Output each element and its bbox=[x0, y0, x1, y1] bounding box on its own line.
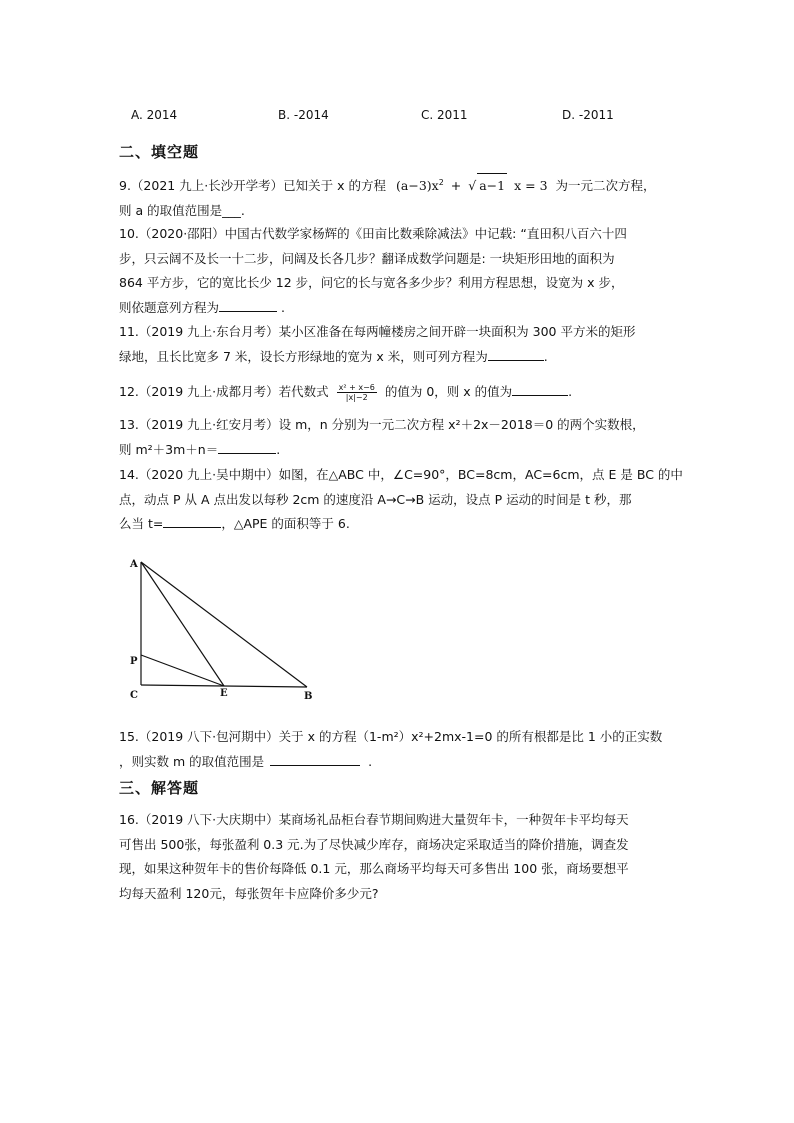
q9-eq-left: (a−3)x bbox=[396, 178, 439, 194]
q12-suffix: 的值为 0，则 x 的值为 bbox=[384, 384, 513, 399]
q10-line1: 10.（2020·邵阳）中国古代数学家杨辉的《田亩比数乘除减法》中记载: “直田积八百六十四 bbox=[119, 226, 627, 241]
q14-line3-pre: 么当 t= bbox=[119, 516, 164, 531]
label-e: E bbox=[220, 688, 228, 699]
q12-fraction bbox=[337, 383, 377, 402]
label-c: C bbox=[130, 690, 138, 701]
choice-d: D. -2011 bbox=[562, 108, 614, 122]
q14-line3-post: ，△APE 的面积等于 6. bbox=[221, 516, 350, 531]
q13-line1: 13.（2019 九上·红安月考）设 m，n 分别为一元二次方程 x²＋2x－2018＝0 的两个实数根， bbox=[119, 417, 645, 432]
q16-line4: 均每天盈利 120元，每张贺年卡应降价多少元? bbox=[119, 885, 379, 901]
label-b: B bbox=[304, 691, 313, 702]
q12-denominator: |x|−2 bbox=[345, 393, 368, 402]
question-13: 13.（2019 九上·红安月考）设 m，n 分别为一元二次方程 x²＋2x－2018＝0 的两个实数根， 则 m²＋3m＋n＝ . bbox=[119, 413, 679, 462]
q16-line1: 16.（2019 八下·大庆期中）某商场礼品柜台春节期间购进大量贺年卡，一种贺年卡平均每天 bbox=[119, 812, 629, 827]
q12-numerator: x² + x−6 bbox=[338, 383, 375, 392]
question-11: 11.（2019 九上·东台月考）某小区准备在每两幢楼房之间开辟一块面积为 300 平方米的矩形 绿地，且长比宽多 7 米，设长方形绿地的宽为 x 米，则可列方程为 . bbox=[119, 320, 679, 369]
q11-line2: 绿地，且长比宽多 7 米，设长方形绿地的宽为 x 米，则可列方程为 bbox=[119, 348, 488, 364]
segment-ab bbox=[141, 562, 307, 687]
answer-blank bbox=[488, 346, 544, 361]
q12-prefix: 12.（2019 九上·成都月考）若代数式 bbox=[119, 384, 329, 399]
q9-eq-right: x = 3 bbox=[514, 178, 548, 194]
choice-c: C. 2011 bbox=[421, 108, 468, 122]
q16-line2: 可售出 500张，每张盈利 0.3 元.为了尽快减少库存，商场决定采取适当的降价措施，调查发 bbox=[119, 836, 629, 852]
q9-sqrt-arg: a−1 bbox=[477, 173, 507, 199]
q11-line1: 11.（2019 九上·东台月考）某小区准备在每两幢楼房之间开辟一块面积为 300 平方米的矩形 bbox=[119, 324, 636, 339]
label-p: P bbox=[130, 656, 138, 667]
question-15: 15.（2019 八下·包河期中）关于 x 的方程（1-m²）x²+2mx-1=0 的所有根都是比 1 小的正实数 ，则实数 m 的取值范围是 . bbox=[119, 725, 679, 774]
choice-a: A. 2014 bbox=[131, 108, 178, 122]
answer-blank bbox=[163, 513, 221, 528]
triangle-figure bbox=[124, 552, 324, 702]
answer-choices bbox=[131, 108, 691, 128]
question-14 bbox=[119, 463, 683, 537]
answer-blank bbox=[270, 751, 360, 766]
q15-line2: ，则实数 m 的取值范围是 bbox=[119, 753, 265, 769]
question-12: 12.（2019 九上·成都月考）若代数式 $\frac{\text{x² + x−6}}{|x|-2}$ 的值为 0，则 x 的值为 . bbox=[119, 383, 573, 402]
answer-blank bbox=[218, 439, 276, 454]
q9-prefix: 9.（2021 九上·长沙开学考）已知关于 x 的方程 bbox=[119, 178, 387, 194]
q9-exp: 2 bbox=[438, 178, 444, 187]
section-title-solve: 三、解答题 bbox=[119, 779, 200, 797]
q10-line4: 则依题意列方程为 bbox=[119, 299, 220, 315]
answer-blank bbox=[512, 381, 568, 396]
q9-line2: 则 a 的取值范围是___. bbox=[119, 202, 245, 218]
answer-blank bbox=[219, 297, 277, 312]
question-10: 10.（2020·邵阳）中国古代数学家杨辉的《田亩比数乘除减法》中记载: “直田积八百六十四 步，只云阔不及长一十二步，问阔及长各几步？翻译成数学问题是: 一块矩形田地的面积为 864 平方步，它的宽比长少 12 步，问它的长与宽各多少步？利用方程思想，设宽为 x 步， 则依题意列方程为 . bbox=[119, 222, 679, 320]
label-a: A bbox=[130, 559, 138, 570]
q9-plus: + bbox=[450, 178, 462, 194]
section-title-fill-in: 二、填空题 bbox=[119, 143, 200, 161]
segment-ae bbox=[141, 562, 224, 686]
q16-line3: 现，如果这种贺年卡的售价每降低 0.1 元，那么商场平均每天可多售出 100 张，商场要想平 bbox=[119, 861, 629, 876]
choice-b: B. -2014 bbox=[278, 108, 329, 122]
q10-line3: 864 平方步，它的宽比长少 12 步，问它的长与宽各多少步？利用方程思想，设宽为 x 步， bbox=[119, 275, 624, 290]
question-9: 9.（2021 九上·长沙开学考）已知关于 x 的方程 $(a-3)x^2$ + √ a−1 x = 3 为一元二次方程， 则 a 的取值范围是___. bbox=[119, 171, 679, 223]
q15-line1: 15.（2019 八下·包河期中）关于 x 的方程（1-m²）x²+2mx-1=0 的所有根都是比 1 小的正实数 bbox=[119, 729, 663, 744]
q14-line1: 14.（2020 九上·吴中期中）如图，在△ABC 中，∠C=90°，BC=8cm，AC=6cm，点 E 是 BC 的中 bbox=[119, 467, 683, 482]
q14-line2: 点，动点 P 从 A 点出发以每秒 2cm 的速度沿 A→C→B 运动，设点 P 运动的时间是 t 秒，那 bbox=[119, 491, 632, 507]
q10-line2: 步，只云阔不及长一十二步，问阔及长各几步？翻译成数学问题是: 一块矩形田地的面积为 bbox=[119, 250, 615, 266]
q13-line2: 则 m²＋3m＋n＝ bbox=[119, 441, 219, 457]
q9-suffix: 为一元二次方程， bbox=[555, 178, 656, 194]
question-16 bbox=[119, 808, 679, 906]
segment-pe bbox=[141, 655, 224, 686]
